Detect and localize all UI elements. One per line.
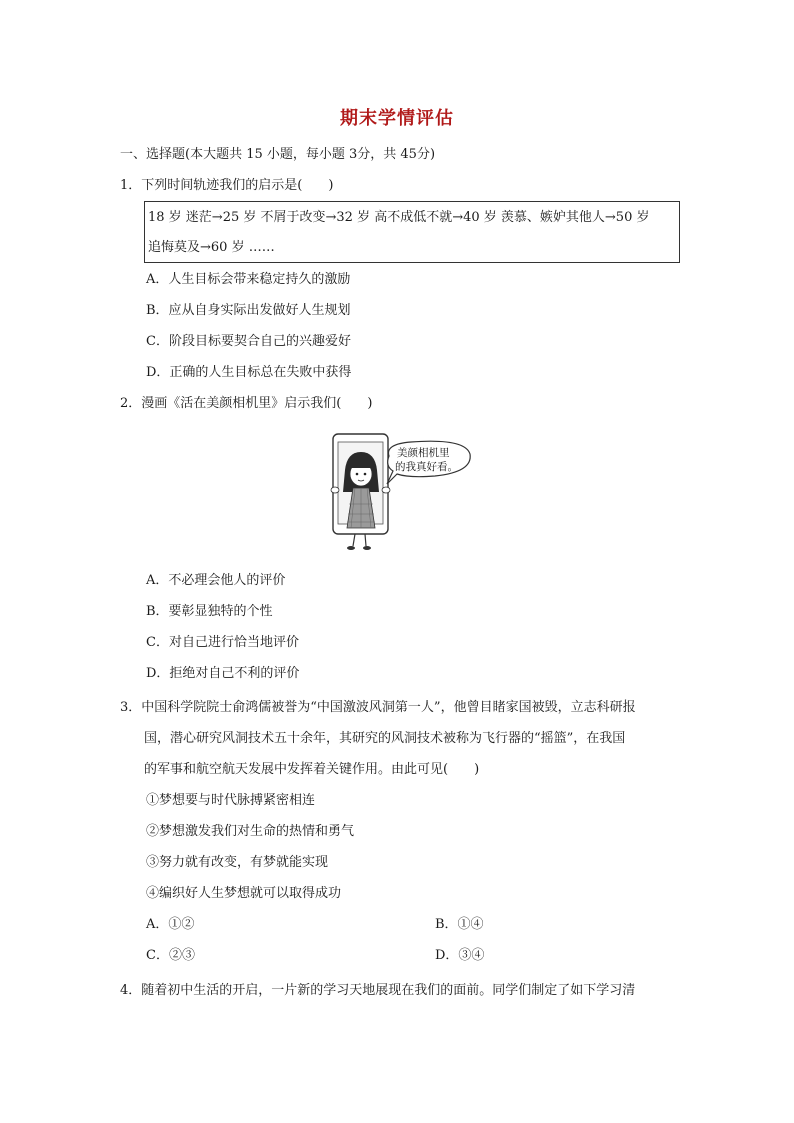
page-title: 期末学情评估 <box>340 108 454 129</box>
bubble-text-line-2: 的我真好看。 <box>395 461 458 473</box>
question-3-stem-line-2: 国，潜心研究风洞技术五十余年，其研究的风洞技术被称为飞行器的“摇篮”，在我国 <box>144 731 626 746</box>
q3-option-a[interactable]: A．①② <box>146 917 195 932</box>
q3-option-b[interactable]: B．①④ <box>435 917 484 932</box>
material-line-2: 追悔莫及→60 岁 …… <box>148 240 275 255</box>
question-1-stem: 1．下列时间轨迹我们的启示是( ) <box>120 178 334 193</box>
question-4-stem-line-1: 4．随着初中生活的开启，一片新的学习天地展现在我们的面前。同学们制定了如下学习清 <box>120 983 636 998</box>
q3-option-c[interactable]: C．②③ <box>146 948 195 963</box>
material-line-1: 18 岁 迷茫→25 岁 不屑于改变→32 岁 高不成低不就→40 岁 羡慕、嫉妒其他人→50 岁 <box>148 210 650 225</box>
q3-statement-3: ③努力就有改变，有梦就能实现 <box>146 855 329 870</box>
q2-option-d[interactable]: D．拒绝对自己不利的评价 <box>146 666 300 681</box>
question-2-stem: 2．漫画《活在美颜相机里》启示我们( ) <box>120 396 373 411</box>
section-heading: 一、选择题(本大题共 15 小题，每小题 3分，共 45分) <box>120 147 436 162</box>
q2-option-a[interactable]: A．不必理会他人的评价 <box>146 573 286 588</box>
question-3-stem-line-1: 3．中国科学院院士俞鸿儒被誉为“中国激波风洞第一人”，他曾目睹家国被毁，立志科研报 <box>120 700 636 715</box>
question-3-stem-line-3: 的军事和航空航天发展中发挥着关键作用。由此可见( ) <box>144 762 480 777</box>
bubble-text-line-1: 美颜相机里 <box>397 447 450 459</box>
q1-option-d[interactable]: D．正确的人生目标总在失败中获得 <box>146 365 352 380</box>
q3-statement-4: ④编织好人生梦想就可以取得成功 <box>146 886 342 901</box>
q3-option-d[interactable]: D．③④ <box>435 948 485 963</box>
q3-statement-1: ①梦想要与时代脉搏紧密相连 <box>146 793 316 808</box>
question-1-material-box <box>144 201 680 263</box>
q3-statement-2: ②梦想激发我们对生命的热情和勇气 <box>146 824 355 839</box>
q2-option-b[interactable]: B．要彰显独特的个性 <box>146 604 273 619</box>
q2-option-c[interactable]: C．对自己进行恰当地评价 <box>146 635 299 650</box>
q1-option-a[interactable]: A．人生目标会带来稳定持久的激励 <box>146 272 351 287</box>
q1-option-b[interactable]: B．应从自身实际出发做好人生规划 <box>146 303 351 318</box>
q1-option-c[interactable]: C．阶段目标要契合自己的兴趣爱好 <box>146 334 351 349</box>
cartoon-beauty-camera <box>325 430 475 555</box>
